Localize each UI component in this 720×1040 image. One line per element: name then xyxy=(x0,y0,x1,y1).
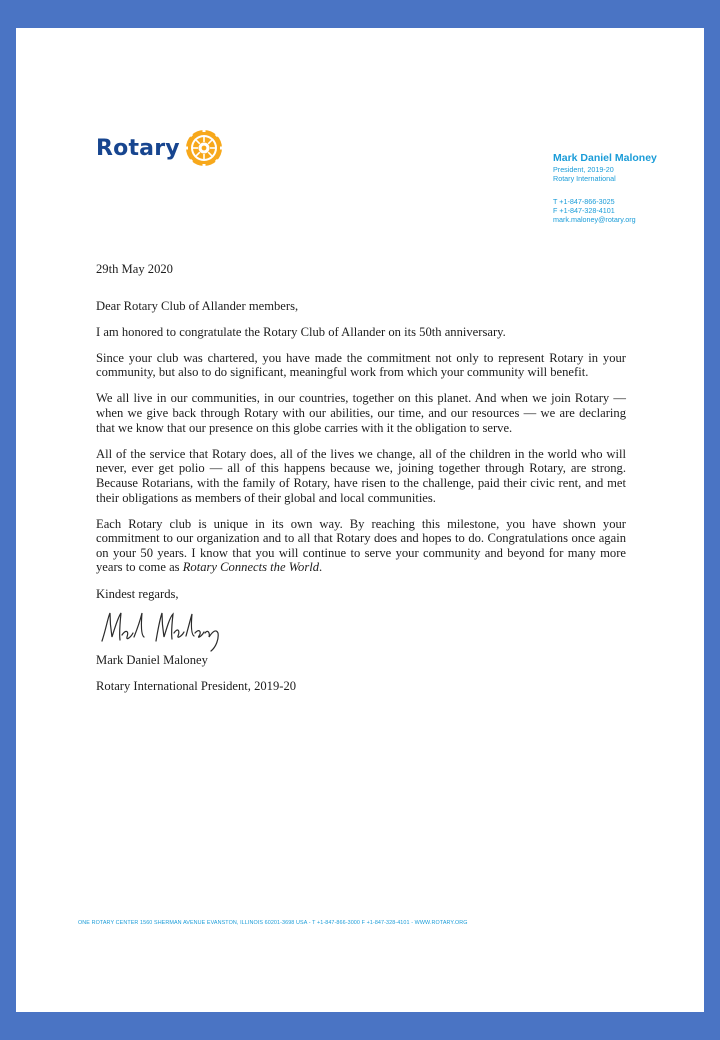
signatory-name: Mark Daniel Maloney xyxy=(96,653,208,668)
signatory-title: Rotary International President, 2019-20 xyxy=(96,679,297,694)
sender-name: Mark Daniel Maloney xyxy=(553,152,657,164)
sender-email: mark.maloney@rotary.org xyxy=(553,215,636,224)
sender-phone: T +1-847-866-3025 xyxy=(553,197,615,206)
salutation: Dear Rotary Club of Allander members, xyxy=(96,298,299,313)
paragraph: All of the service that Rotary does, all of the lives we change, all of the children in the world who will never, ever get polio — all of this happens because we, joining together through Rotary, are strong. Because Rotarians, with the family of Rotary, have risen to the challenge, paid their civic rent, and met their obligations as members of their global and local communities. xyxy=(96,446,626,505)
logo-wordmark: Rotary xyxy=(96,135,180,161)
paragraph: We all live in our communities, in our countries, together on this planet. And when we join Rotary — when we give back through Rotary with our abilities, our time, and our resources — we are declaring that we know that our presence on this globe carries with it the obligation to serve. xyxy=(96,391,626,435)
paragraph-final xyxy=(96,517,626,575)
rotary-logo xyxy=(96,128,224,168)
letter-footer: ONE ROTARY CENTER 1560 SHERMAN AVENUE EVANSTON, ILLINOIS 60201-3698 USA - T +1-847-866-3000 F +1-847-328-4101 - WWW.ROTARY.ORG xyxy=(78,920,468,926)
sender-role: President, 2019-20 xyxy=(553,165,614,174)
sender-block xyxy=(553,152,657,224)
sender-fax: F +1-847-328-4101 xyxy=(553,206,615,215)
signature-image xyxy=(98,607,228,653)
slogan: Rotary Connects the World xyxy=(182,560,320,575)
rotary-wheel-icon xyxy=(184,128,224,168)
letter-date: 29th May 2020 xyxy=(96,262,173,276)
paragraph-final-text: Each Rotary club is unique in its own way. By reaching this milestone, you have shown your commitment to our organization and to all that Rotary does and hopes to do. Congratulations once again on your 50 years. I know that you will continue to serve your community and beyond for many more years to come as xyxy=(96,516,626,575)
paragraph-final-end: . xyxy=(319,560,323,575)
sender-org: Rotary International xyxy=(553,174,616,183)
paragraph: Since your club was chartered, you have made the commitment not only to represent Rotary in your community, but also to do significant, meaningful work from which your community will benefit. xyxy=(96,350,626,380)
closing: Kindest regards, xyxy=(96,586,179,601)
paragraph: I am honored to congratulate the Rotary Club of Allander on its 50th anniversary. xyxy=(96,324,506,339)
letter-body xyxy=(96,262,626,705)
letter-page xyxy=(16,28,704,1012)
